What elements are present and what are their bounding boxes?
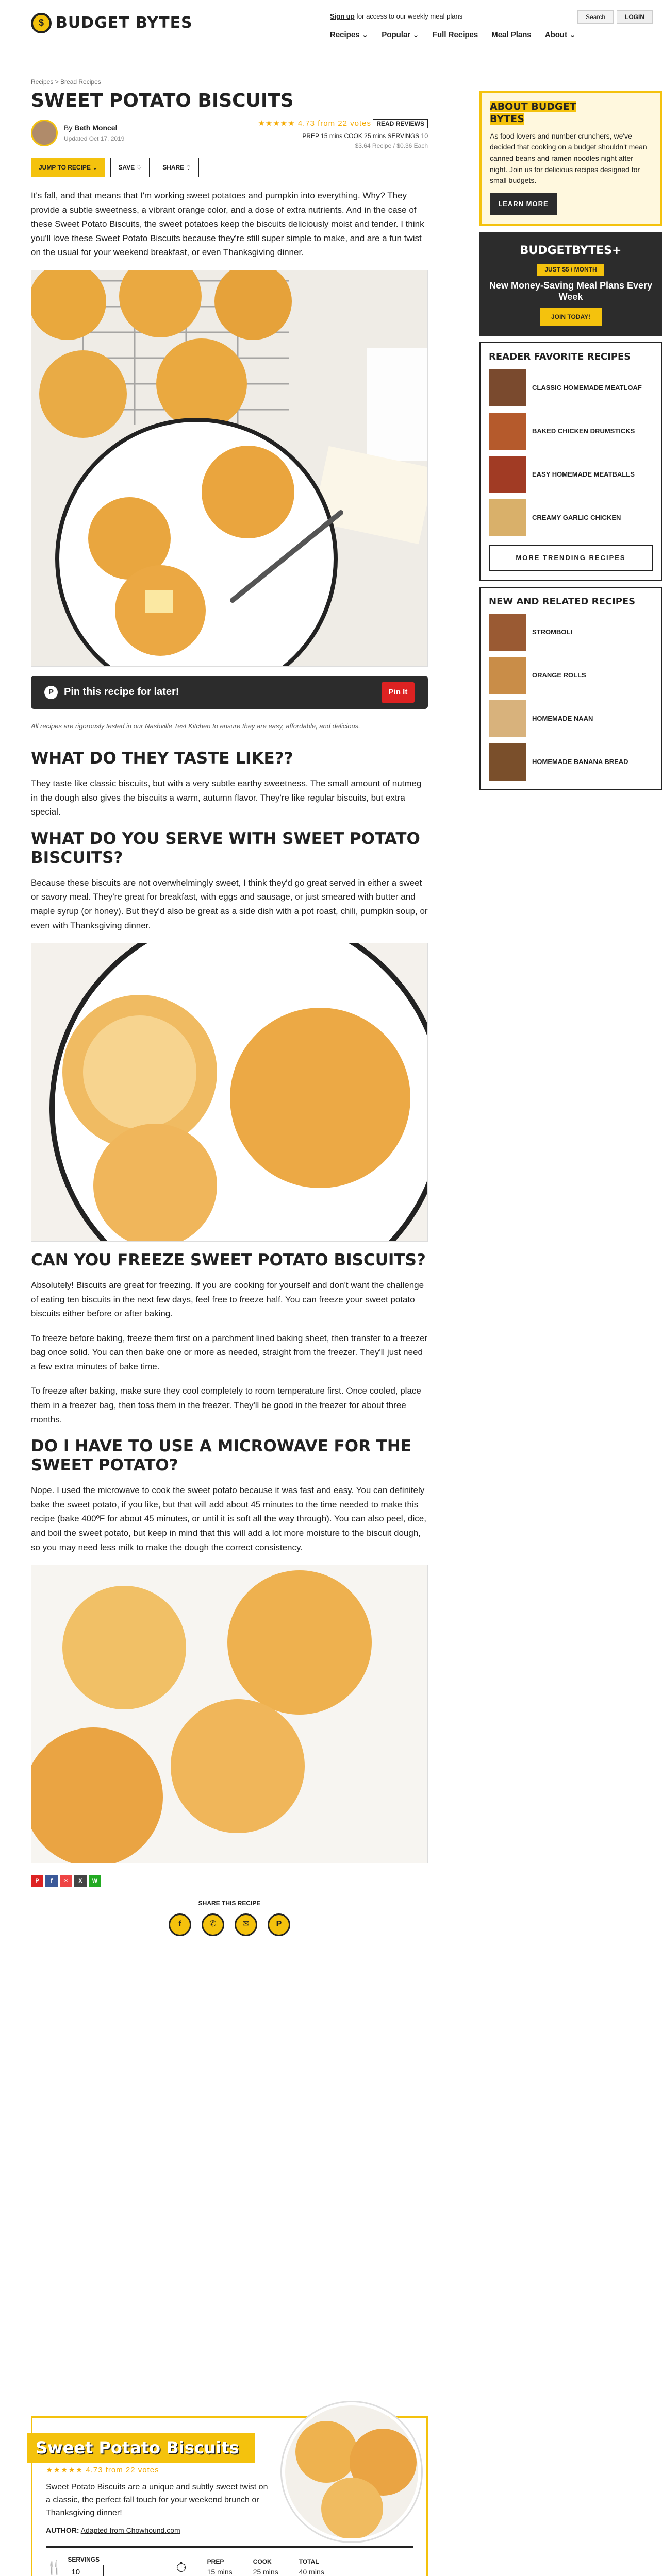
author-avatar: [31, 120, 58, 146]
site-logo[interactable]: [31, 11, 193, 36]
biscuits-on-parchment-image: [31, 1565, 428, 1863]
nav-recipes[interactable]: Recipes ⌄: [330, 30, 369, 39]
about-heading-2: BYTES: [490, 113, 524, 125]
hero-photo: [31, 270, 428, 667]
section-paragraph: Nope. I used the microwave to cook the sweet potato because it was fast and easy. You can definitely bake the sweet potato, if you like, but that will add about 45 minutes to the time needed to make this recipe (bake 400ºF for about 45 minutes, or until it is soft all the way through). You can also peel, dice, and boil the sweet potato, but keep in mind that this will add a lot more moisture to the biscuit dough, so you may need less milk to make the dough the correct consistency.: [31, 1485, 426, 1552]
biscuits-on-plate-image: [31, 270, 428, 667]
favorite-label: CLASSIC HOMEMADE MEATLOAF: [532, 383, 642, 392]
related-item[interactable]: [489, 743, 653, 781]
servings-label: SERVINGS: [68, 2556, 100, 2564]
test-kitchen-note: All recipes are rigorously tested in our Nashville Test Kitchen to ensure they are easy, affordable, and delicious.: [31, 722, 360, 730]
search-button[interactable]: Search: [577, 10, 614, 24]
about-text: As food lovers and number crunchers, we've decided that cooking on a budget shouldn't mean canned beans and ramen noodles night after night. Join us for delicious recipes designed for small budgets.: [490, 131, 647, 185]
plus-price: JUST $5 / MONTH: [537, 264, 604, 276]
learn-more-button[interactable]: LEARN MORE: [490, 193, 557, 215]
share-circles: [31, 1913, 428, 1936]
cook-label: COOK: [253, 2558, 272, 2566]
more-trending-button[interactable]: MORE TRENDING RECIPES: [489, 545, 653, 571]
pinterest-share-icon[interactable]: P: [31, 1875, 43, 1887]
section-heading: DO I HAVE TO USE A MICROWAVE FOR THE SWEET POTATO?: [31, 1437, 412, 1475]
breadcrumb[interactable]: Recipes > Bread Recipes: [31, 78, 101, 86]
rating-box: [258, 117, 428, 150]
total-time: 40 mins: [299, 2568, 324, 2576]
facebook-share-icon[interactable]: f: [45, 1875, 58, 1887]
favorite-thumb: [489, 413, 526, 450]
nav-popular[interactable]: Popular ⌄: [382, 30, 419, 39]
pin-it-button[interactable]: Pin It: [382, 682, 415, 703]
favorites-heading: READER FAVORITE RECIPES: [489, 351, 631, 363]
related-item[interactable]: [489, 700, 653, 737]
page-title: SWEET POTATO BISCUITS: [31, 90, 294, 111]
recipe-image: [282, 2402, 421, 2541]
related-thumb: [489, 700, 526, 737]
site-header: [0, 0, 662, 43]
related-thumb: [489, 614, 526, 651]
favorite-thumb: [489, 369, 526, 406]
section-heading: WHAT DO YOU SERVE WITH SWEET POTATO BISCUITS?: [31, 829, 420, 867]
share-bar: [31, 1875, 428, 1887]
favorite-thumb: [489, 499, 526, 536]
prep-time: 15 mins: [207, 2568, 233, 2576]
save-button[interactable]: SAVE ♡: [110, 158, 150, 177]
join-today-button[interactable]: JOIN TODAY!: [540, 308, 602, 326]
cost-line: $3.64 Recipe / $0.36 Each: [355, 142, 428, 149]
clock-icon: ⏱: [176, 2560, 187, 2575]
recipe-title: Sweet Potato Biscuits: [27, 2433, 255, 2463]
signup-text: for access to our weekly meal plans: [354, 12, 463, 20]
reader-favorites: [479, 342, 662, 581]
sidebar: [479, 91, 662, 790]
recipe-thumb: [285, 2405, 421, 2541]
related-thumb: [489, 743, 526, 781]
pinterest-icon: P: [44, 686, 58, 699]
total-label: TOTAL: [299, 2558, 319, 2566]
related-thumb: [489, 657, 526, 694]
author-link[interactable]: Beth Moncel: [74, 123, 118, 132]
favorite-item[interactable]: [489, 499, 653, 536]
favorite-item[interactable]: [489, 369, 653, 406]
about-box: [479, 91, 662, 226]
share-button[interactable]: SHARE ⇧: [155, 158, 198, 177]
about-heading: ABOUT BUDGET: [490, 101, 576, 112]
related-label: STROMBOLI: [532, 628, 572, 636]
pin-bar: [31, 676, 428, 709]
email-icon[interactable]: ✉: [235, 1913, 257, 1936]
recipe-rating[interactable]: ★★★★★ 4.73 from 22 votes: [46, 2466, 159, 2475]
related-label: HOMEMADE BANANA BREAD: [532, 758, 628, 766]
favorite-label: BAKED CHICKEN DRUMSTICKS: [532, 427, 635, 435]
recipe-card: [31, 2416, 428, 2576]
recipe-description: Sweet Potato Biscuits are a unique and subtly sweet twist on a classic, the perfect fall touch for your weekend brunch or Thanksgiving dinner!: [46, 2483, 268, 2517]
pin-text: Pin this recipe for later!: [64, 686, 179, 698]
recipe-meta-line: PREP 15 mins COOK 25 mins SERVINGS 10: [302, 132, 428, 140]
article: [31, 77, 428, 1936]
prep-label: PREP: [207, 2558, 224, 2566]
login-button[interactable]: LOGIN: [617, 10, 653, 24]
recipe-author-link[interactable]: Adapted from Chowhound.com: [80, 2526, 180, 2534]
biscuits-butter-photo: [31, 943, 428, 1242]
signup-banner: [330, 11, 462, 22]
intro-paragraph: It's fall, and that means that I'm working sweet potatoes and pumpkin into everything. Why? They provide a subtle sweetness, a vibrant orange color, and a dose of extra nutrients. And in the case of these Sweet Potato Biscuits, the sweet potatoes keep the biscuits deliciously moist and tender. I think you'll love these Sweet Potato Biscuits because they're still super simple to make, and are a fun twist on the usual for your weekend breakfast, or even Thanksgiving dinner.: [31, 190, 424, 258]
section-paragraph: Absolutely! Biscuits are great for freezing. If you are cooking for yourself and don't want the challenge of eating ten biscuits in the next few days, feel free to freeze half. You can freeze your sweet potato biscuits either before or after baking.: [31, 1280, 424, 1319]
cook-time: 25 mins: [253, 2568, 278, 2576]
plus-logo: BUDGETBYTES+: [520, 244, 622, 257]
related-item[interactable]: [489, 657, 653, 694]
related-label: HOMEMADE NAAN: [532, 715, 593, 723]
section-heading: CAN YOU FREEZE SWEET POTATO BISCUITS?: [31, 1251, 426, 1270]
author-prefix: By: [64, 123, 73, 132]
jump-to-recipe-button[interactable]: JUMP TO RECIPE ⌄: [31, 158, 105, 177]
favorite-label: EASY HOMEMADE MEATBALLS: [532, 470, 635, 478]
facebook-icon[interactable]: f: [169, 1913, 191, 1936]
buttered-biscuits-image: [31, 943, 428, 1242]
related-label: ORANGE ROLLS: [532, 671, 586, 680]
pinterest-icon[interactable]: P: [268, 1913, 290, 1936]
byline: [31, 117, 428, 148]
main-nav: [330, 29, 576, 41]
favorite-item[interactable]: [489, 413, 653, 450]
plus-heading: New Money-Saving Meal Plans Every Week: [489, 280, 653, 302]
action-buttons: [31, 158, 428, 177]
biscuits-stack-photo: [31, 1565, 428, 1863]
servings-input[interactable]: [68, 2565, 104, 2576]
budget-bytes-plus-promo: [479, 232, 662, 336]
recipe-meta: [46, 2546, 413, 2576]
updated-date: Updated Oct 17, 2019: [64, 134, 125, 142]
whatsapp-icon[interactable]: ✆: [202, 1913, 224, 1936]
section-paragraph: To freeze before baking, freeze them first on a parchment lined baking sheet, then transfer to a freezer bag once solid. You can then bake one or more as needed, straight from the freezer. They'll just need a few extra minutes of bake time.: [31, 1333, 428, 1371]
nav-full-recipes[interactable]: Full Recipes: [432, 30, 478, 39]
read-reviews-button[interactable]: READ REVIEWS: [373, 119, 428, 128]
servings-icon: 🍴: [46, 2560, 63, 2575]
related-item[interactable]: [489, 614, 653, 651]
favorite-item[interactable]: [489, 456, 653, 493]
favorite-label: CREAMY GARLIC CHICKEN: [532, 513, 621, 521]
logo-text: BUDGET BYTES: [56, 14, 193, 32]
signup-link[interactable]: Sign up: [330, 12, 355, 20]
nav-meal-plans[interactable]: Meal Plans: [491, 30, 532, 39]
section-paragraph: They taste like classic biscuits, but with a very subtle earthy sweetness. The small amount of nutmeg in the dough also gives the biscuits a warm, autumn flavor. They're like regular biscuits, but extra special.: [31, 778, 422, 817]
section-heading: WHAT DO THEY TASTE LIKE??: [31, 749, 293, 768]
new-related-recipes: [479, 587, 662, 790]
email-share-icon[interactable]: ✉: [60, 1875, 72, 1887]
section-paragraph: To freeze after baking, make sure they cool completely to room temperature first. Once cooled, place them in a freezer bag, then toss them in the freezer. They'll be good in the freezer for about three months.: [31, 1386, 421, 1425]
twitter-share-icon[interactable]: X: [74, 1875, 87, 1887]
logo-badge: $: [31, 13, 52, 33]
nav-about[interactable]: About ⌄: [544, 30, 576, 39]
favorite-thumb: [489, 456, 526, 493]
section-paragraph: Because these biscuits are not overwhelmingly sweet, I think they'd go great served in either a sweet or savory meal. They're great for breakfast, with eggs and sausage, or just smeared with butter and maple syrup (or honey). But they'd also be great as a side dish with a pot roast, chili, pumpkin soup, or even with Thanksgiving dinner.: [31, 877, 428, 930]
new-related-heading: NEW AND RELATED RECIPES: [489, 596, 636, 607]
recipe-author-label: AUTHOR:: [46, 2526, 79, 2534]
share-this-label: SHARE THIS RECIPE: [198, 1900, 261, 1907]
rating-stars[interactable]: ★★★★★ 4.73 from 22 votes: [258, 118, 371, 128]
whatsapp-share-icon[interactable]: W: [89, 1875, 101, 1887]
